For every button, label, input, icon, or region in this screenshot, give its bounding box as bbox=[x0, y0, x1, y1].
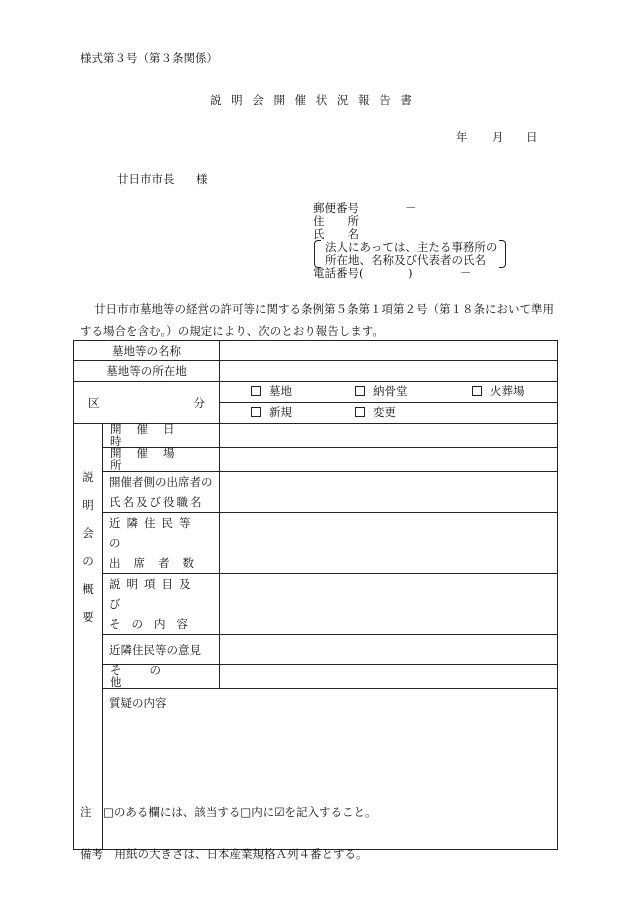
form-number: 様式第３号（第３条関係） bbox=[80, 51, 218, 65]
address-label: 住 所 bbox=[313, 214, 359, 228]
status-options bbox=[220, 403, 558, 424]
checkbox-icon[interactable] bbox=[355, 407, 365, 417]
facility-name-label: 墓地等の名称 bbox=[74, 341, 220, 361]
corp-note-line2: 所在地、名称及び代表者の氏名 bbox=[325, 253, 486, 267]
note-text: 注 □のある欄には、該当する□内に☑を記入すること。 bbox=[80, 805, 377, 819]
explanation-items-value[interactable] bbox=[220, 574, 558, 635]
report-table bbox=[73, 340, 558, 850]
phone-close-paren: ) bbox=[408, 266, 413, 280]
facility-name-value[interactable] bbox=[220, 341, 558, 361]
option-new[interactable]: 新規 bbox=[251, 407, 292, 419]
qa-content-label: 質疑の内容 bbox=[109, 696, 167, 710]
option-cemetery[interactable]: 墓地 bbox=[251, 386, 292, 398]
addressee-honorific: 様 bbox=[196, 172, 208, 186]
report-body-text: 廿日市市墓地等の経営の許可等に関する条例第５条第１項第２号（第１８条において準用する場合を含む。）の規定により、次のとおり報告します。 bbox=[80, 302, 554, 338]
phone-label: 電話番号( bbox=[313, 266, 364, 280]
residents-count-label: 近隣住民等の 出席者数 bbox=[103, 513, 220, 574]
attendees-value[interactable] bbox=[220, 472, 558, 513]
opinions-label: 近隣住民等の意見 bbox=[103, 635, 220, 665]
datetime-label: 開催日時 bbox=[103, 424, 220, 448]
checkbox-icon[interactable] bbox=[251, 407, 261, 417]
document-title: 説 明 会 開 催 状 況 報 告 書 bbox=[210, 93, 412, 107]
addressee-name: 廿日市市長 bbox=[117, 172, 175, 186]
category-label bbox=[74, 382, 220, 424]
checkbox-icon[interactable] bbox=[472, 386, 482, 396]
category-label-b: 分 bbox=[193, 395, 205, 410]
name-label: 氏 名 bbox=[313, 227, 359, 241]
postal-code-dash: － bbox=[405, 201, 417, 215]
option-crematorium[interactable]: 火葬場 bbox=[472, 386, 525, 398]
remarks-text: 備考 用紙の大きさは、日本産業規格Ａ列４番とする。 bbox=[80, 847, 368, 861]
corp-note-bracket-right bbox=[499, 240, 506, 268]
other-label: その他 bbox=[103, 665, 220, 689]
facility-location-label: 墓地等の所在地 bbox=[74, 361, 220, 382]
date-year: 年 bbox=[456, 130, 468, 144]
category-options bbox=[220, 382, 558, 403]
checkbox-icon[interactable] bbox=[355, 386, 365, 396]
attendees-label: 開催者側の出席者の 氏名及び役職名 bbox=[103, 472, 220, 513]
opinions-value[interactable] bbox=[220, 635, 558, 665]
datetime-value[interactable] bbox=[220, 424, 558, 448]
residents-count-value[interactable] bbox=[220, 513, 558, 574]
date-day: 日 bbox=[526, 130, 538, 144]
place-value[interactable] bbox=[220, 448, 558, 472]
place-label: 開催場所 bbox=[103, 448, 220, 472]
checkbox-icon[interactable] bbox=[251, 386, 261, 396]
phone-dash: － bbox=[460, 266, 472, 280]
postal-code-label: 郵便番号 bbox=[313, 201, 359, 215]
option-ossuary[interactable]: 納骨堂 bbox=[355, 386, 408, 398]
explanation-items-label: 説明項目及び その内容 bbox=[103, 574, 220, 635]
qa-content-area[interactable] bbox=[103, 689, 558, 850]
category-label-a: 区 bbox=[88, 395, 100, 410]
option-change[interactable]: 変更 bbox=[355, 407, 396, 419]
other-value[interactable] bbox=[220, 665, 558, 689]
corp-note-bracket-left bbox=[314, 240, 321, 268]
date-month: 月 bbox=[492, 130, 504, 144]
corp-note-line1: 法人にあっては、主たる事務所の bbox=[325, 240, 498, 254]
facility-location-value[interactable] bbox=[220, 361, 558, 382]
overview-label: 説 明 会 の 概 要 bbox=[74, 424, 103, 850]
